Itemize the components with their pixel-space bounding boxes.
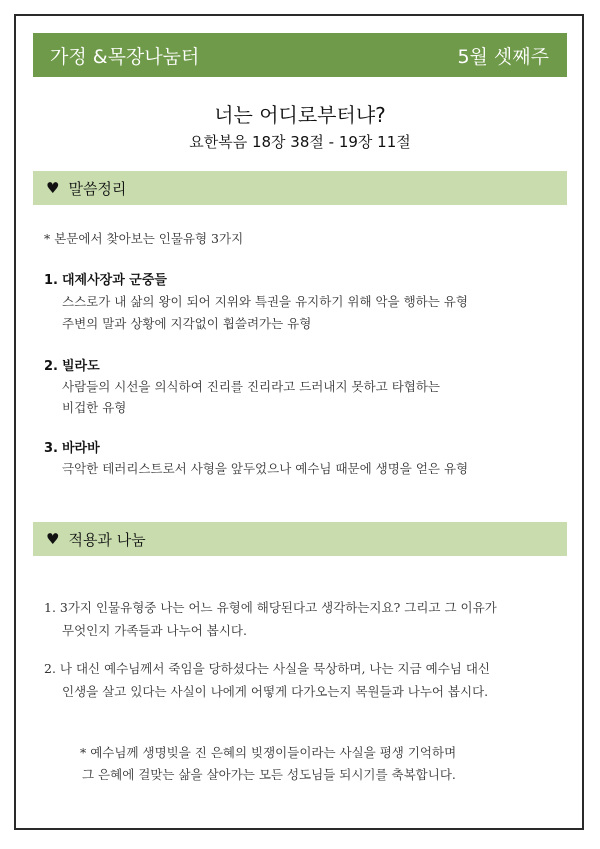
list-item-text: 스스로가 내 삶의 왕이 되어 지위와 특권을 유지하기 위해 악을 행하는 유형: [62, 294, 468, 309]
list-item-heading: 3. 바라바: [44, 441, 100, 456]
header-week: 5월 셋째주: [457, 45, 549, 68]
heart-icon: ♥: [46, 530, 60, 548]
list-item-heading: 1. 대제사장과 군중들: [44, 273, 167, 288]
section-intro: * 본문에서 찾아보는 인물유형 3가지: [44, 231, 244, 246]
sermon-title: 너는 어디로부터냐?: [214, 103, 386, 127]
header-bar: [33, 33, 567, 77]
question-text: 무엇인지 가족들과 나누어 봅시다.: [62, 623, 247, 638]
header-title: 가정 &목장나눔터: [50, 45, 200, 68]
scripture-reference: 요한복음 18장 38절 - 19장 11절: [189, 133, 411, 151]
list-item-heading: 2. 빌라도: [44, 359, 100, 374]
question-text: 1. 3가지 인물유형중 나는 어느 유형에 해당된다고 생각하는지요? 그리고 그 이유가: [44, 600, 497, 615]
question-text: 인생을 살고 있다는 사실이 나에게 어떻게 다가오는지 목원들과 나누어 봅시다.: [62, 684, 489, 699]
heart-icon: ♥: [46, 179, 60, 197]
section-heading-summary: [33, 171, 567, 205]
blessing-text: * 예수님께 생명빚을 진 은혜의 빚쟁이들이라는 사실을 평생 기억하며: [80, 745, 457, 760]
question-text: 2. 나 대신 예수님께서 죽임을 당하셨다는 사실을 묵상하며, 나는 지금 예수님 대신: [44, 661, 491, 676]
section-heading-label: 말씀정리: [68, 179, 127, 198]
list-item-text: 비겁한 유형: [62, 400, 127, 415]
section-heading-label: 적용과 나눔: [68, 530, 146, 549]
list-item-text: 극악한 테러리스트로서 사형을 앞두었으나 예수님 때문에 생명을 얻은 유형: [62, 461, 469, 476]
list-item-text: 주변의 말과 상황에 지각없이 휩쓸려가는 유형: [62, 316, 312, 331]
blessing-text: 그 은혜에 걸맞는 삶을 살아가는 모든 성도님들 되시기를 축복합니다.: [82, 767, 456, 782]
list-item-text: 사람들의 시선을 의식하여 진리를 진리라고 드러내지 못하고 타협하는: [62, 379, 440, 394]
section-heading-application: [33, 522, 567, 556]
